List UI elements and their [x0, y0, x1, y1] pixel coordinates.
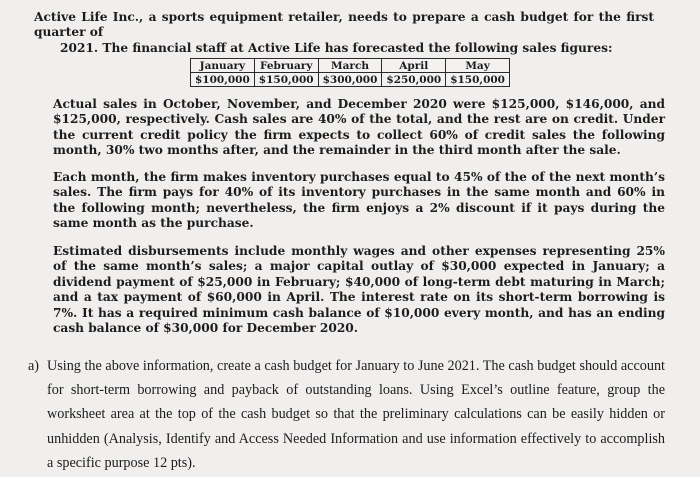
- sales-value-cell: $300,000: [318, 73, 382, 87]
- month-cell: April: [382, 59, 446, 73]
- sales-value-cell: $250,000: [382, 73, 446, 87]
- sales-table-value-row: [191, 73, 510, 87]
- sales-table-header-row: [191, 59, 510, 73]
- inventory-purchases-paragraph: Each month, the firm makes inventory purchases equal to 45% of the of the next month’s sales. The firm pays for 40% of its inventory purchases in the same month and 60% in the following month; nevertheless, the firm enjoys a 2% discount if it pays during the same month as the purchase.: [53, 170, 665, 231]
- intro-line-1: Active Life Inc., a sports equipment retailer, needs to prepare a cash budget for the first quarter of: [34, 10, 654, 40]
- question-text: Using the above information, create a cash budget for January to June 2021. The cash budget should account for short-term borrowing and payback of outstanding loans. Using Excel’s outline feature, group the worksheet area at the top of the cash budget so that the preliminary calculations can be easily hidden or unhidden (Analysis, Identify and Access Needed Information and use information effectively to accomplish a specific purpose 12 pts).: [47, 358, 665, 471]
- sales-value-cell: $100,000: [191, 73, 255, 87]
- question-label: a): [28, 358, 40, 374]
- month-cell: January: [191, 59, 255, 73]
- sales-value-cell: $150,000: [254, 73, 318, 87]
- disbursements-paragraph: Estimated disbursements include monthly wages and other expenses representing 25% of the same month’s sales; a major capital outlay of $30,000 expected in January; a dividend payment of $25,000 in February; $40,000 of long-term debt maturing in March; and a tax payment of $60,000 in April. The interest rate on its short-term borrowing is 7%. It has a required minimum cash balance of $10,000 every month, and has an ending cash balance of $30,000 for December 2020.: [53, 244, 665, 336]
- actual-sales-paragraph: Actual sales in October, November, and December 2020 were $125,000, $146,000, and $125,000, respectively. Cash sales are 40% of the total, and the rest are on credit. Under the current credit policy the firm expects to collect 60% of credit sales the following month, 30% two months after, and the remainder in the third month after the sale.: [53, 97, 665, 158]
- intro-paragraph: [34, 10, 654, 56]
- sales-value-cell: $150,000: [446, 73, 510, 87]
- intro-line-2: 2021. The financial staff at Active Life has forecasted the following sales figures:: [60, 40, 613, 55]
- month-cell: May: [446, 59, 510, 73]
- month-cell: February: [254, 59, 318, 73]
- month-cell: March: [318, 59, 382, 73]
- sales-forecast-table: [190, 58, 510, 87]
